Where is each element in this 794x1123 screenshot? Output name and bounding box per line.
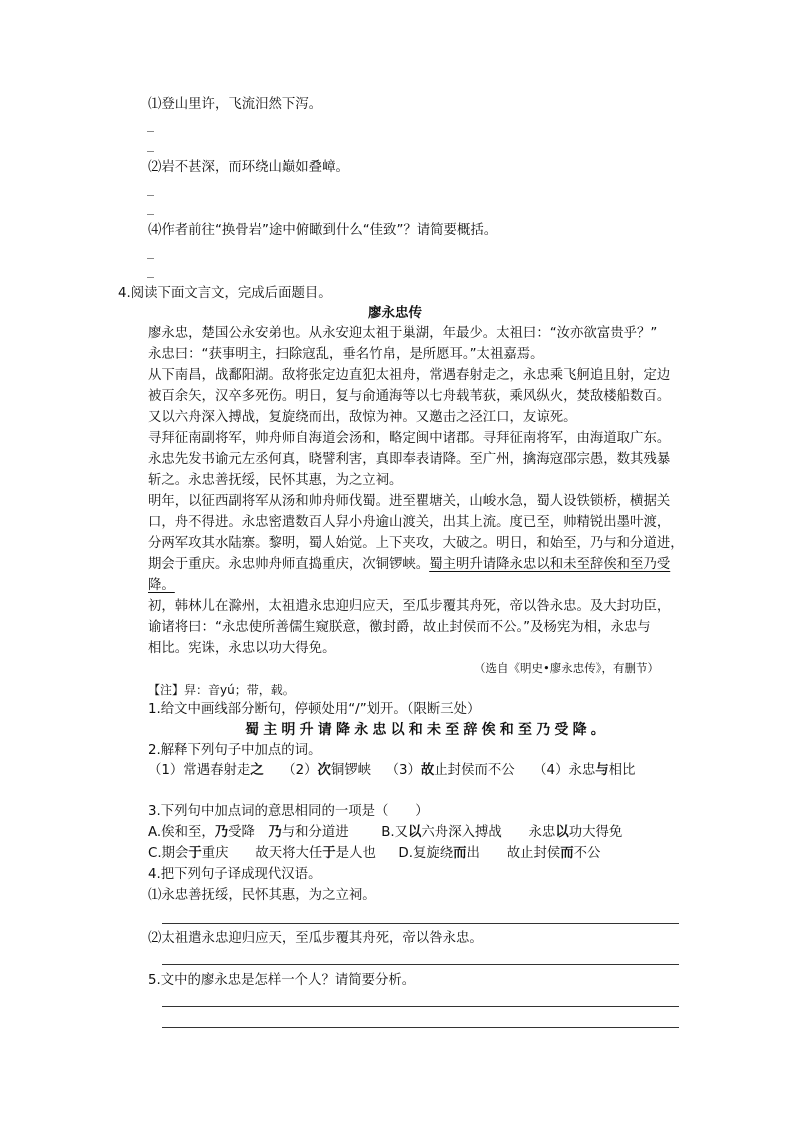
q2-item-4: （4）永忠 xyxy=(533,763,596,778)
q3-options-ab xyxy=(148,824,622,842)
passage-line: 分两军攻其水陆寨。黎明，蜀人始觉。上下夹攻，大破之。明日，和始至，乃与和分道进， xyxy=(148,536,684,551)
option-b: B.又 xyxy=(381,825,409,840)
source-citation: （选自《明史•廖永忠传》，有删节） xyxy=(474,661,660,675)
dotted-word: 于 xyxy=(188,846,202,861)
translation-item-2: ⑵岩不甚深，而环绕山巅如叠嶂。 xyxy=(148,160,349,175)
dotted-word: 乃 xyxy=(268,825,282,840)
q2-item-2-text: 铜锣峡 xyxy=(330,763,372,778)
dotted-word: 与 xyxy=(595,763,609,778)
q2-items xyxy=(148,762,635,780)
passage-text: 期会于重庆。永忠帅舟师直捣重庆，次铜锣峡。 xyxy=(148,557,430,572)
q2-item-3: （3） xyxy=(385,763,421,778)
passage-line: 明年，以征西副将军从汤和帅舟师伐蜀。进至瞿塘关，山峻水急，蜀人设铁锁桥，横据关 xyxy=(148,494,671,509)
passage-line: 口，舟不得进。永忠密遣数百人舁小舟逾山渡关，出其上流。度已至，帅精锐出墨叶渡， xyxy=(148,515,671,530)
option-c: C.期会 xyxy=(148,846,189,861)
underlined-sentence: 蜀主明升请降永忠以和未至辞俟和至乃受 xyxy=(429,557,671,572)
question-4: 4.把下列句子译成现代汉语。 xyxy=(148,867,322,882)
passage-line: 从下南昌，战鄱阳湖。敌将张定边直犯太祖舟，常遇春射走之，永忠乘飞舸追且射，定边 xyxy=(148,368,671,383)
translation-sentence-1: ⑴永忠善抚绥，民怀其惠，为之立祠。 xyxy=(148,888,376,903)
answer-line xyxy=(162,964,679,965)
passage-title: 廖永忠传 xyxy=(368,305,422,321)
dotted-word: 于 xyxy=(322,846,336,861)
answer-line xyxy=(162,923,679,924)
option-a-text: 受降 xyxy=(228,825,269,840)
option-d-text: 不公 xyxy=(573,846,601,861)
passage-line: 谕诸将曰：“永忠使所善儒生窥朕意，徼封爵，故止封侯而不公。”及杨宪为相，永忠与 xyxy=(148,620,651,635)
q2-item-3-text: 止封侯而不公 xyxy=(434,763,515,778)
answer-line-4a xyxy=(147,258,154,259)
answer-line-2a xyxy=(147,195,154,196)
translation-sentence-2: ⑵太祖遣永忠迎归应天，至瓜步覆其舟死，帝以咎永忠。 xyxy=(148,931,483,946)
q2-item-2: （2） xyxy=(282,763,318,778)
reading-intro: 4.阅读下面文言文，完成后面题目。 xyxy=(118,286,332,301)
passage-line: 又以六舟深入搏战，复旋绕而出，敌惊为神。又邀击之泾江口，友谅死。 xyxy=(148,410,577,425)
footnote: 【注】舁：音yú；带，载。 xyxy=(148,683,295,697)
option-a-text: 与和分道进 xyxy=(281,825,349,840)
passage-line: 永忠曰：“获事明主，扫除寇乱，垂名竹帛，是所愿耳。”太祖嘉焉。 xyxy=(148,347,544,362)
option-c-text: 重庆 故天将大任 xyxy=(201,846,323,861)
option-d: D.复旋绕 xyxy=(398,846,454,861)
option-b-text: 六舟深入搏战 永忠 xyxy=(421,825,556,840)
dotted-word: 次 xyxy=(317,763,331,778)
passage-line: 寻拜征南副将军，帅舟师自海道会汤和，略定闽中诸郡。寻拜征南将军，由海道取广东。 xyxy=(148,431,671,446)
option-a: A.俟和至， xyxy=(148,825,215,840)
dotted-word: 乃 xyxy=(214,825,229,840)
q2-item-1: （1）常遇春射走 xyxy=(148,763,251,778)
answer-line-2b xyxy=(147,214,154,215)
question-1: 1.给文中画线部分断句，停顿处用“/”划开。（限断三处） xyxy=(148,702,481,717)
segmentation-sentence: 蜀主明升请降永忠以和未至辞俟和至乃受降。 xyxy=(245,722,609,738)
dotted-word: 以 xyxy=(408,825,422,840)
question-item-4: ⑷作者前往“换骨岩”途中俯瞰到什么“佳致”？请简要概括。 xyxy=(148,223,498,238)
answer-line xyxy=(162,1006,679,1007)
passage-line: 永忠先发书谕元左丞何真，晓譬利害，真即奉表请降。至广州，擒海寇邵宗愚，数其残暴 xyxy=(148,452,671,467)
option-b-text: 功大得免 xyxy=(568,825,623,840)
dotted-word: 以 xyxy=(555,825,569,840)
passage-line: 初，韩林儿在滁州，太祖遣永忠迎归应天，至瓜步覆其舟死，帝以咎永忠。及大封功臣， xyxy=(148,599,671,614)
passage-line: 被百余矢，汉卒多死伤。明日，复与俞通海等以七舟载苇荻，乘风纵火，焚敌楼船数百。 xyxy=(148,389,671,404)
option-c-text: 是人也 xyxy=(335,846,376,861)
answer-line-1a xyxy=(147,131,154,132)
dotted-word: 而 xyxy=(453,846,467,861)
q2-item-4-text: 相比 xyxy=(608,763,636,778)
answer-line-1b xyxy=(147,151,154,152)
q3-options-cd xyxy=(148,845,600,863)
passage-line: 廖永忠，楚国公永安弟也。从永安迎太祖于巢湖，年最少。太祖曰：“汝亦欲富贵乎？” xyxy=(148,326,658,341)
dotted-word: 故 xyxy=(420,763,435,778)
passage-line xyxy=(148,556,670,574)
question-3: 3.下列句中加点词的意思相同的一项是（ ） xyxy=(148,804,429,819)
dotted-word: 之 xyxy=(250,763,264,778)
answer-line-4b xyxy=(147,277,154,278)
option-d-text: 出 故止封侯 xyxy=(466,846,561,861)
dotted-word: 而 xyxy=(560,846,574,861)
answer-line xyxy=(162,1027,679,1028)
question-5: 5.文中的廖永忠是怎样一个人？请简要分析。 xyxy=(148,973,416,988)
question-2: 2.解释下列句子中加点的词。 xyxy=(148,743,322,758)
translation-item-1: ⑴登山里许，飞流汨然下泻。 xyxy=(148,97,323,112)
passage-line: 相比。宪诛，永忠以功大得免。 xyxy=(148,641,336,656)
underlined-sentence-end: 降。 xyxy=(148,578,175,593)
passage-line: 斩之。永忠善抚绥，民怀其惠，为之立祠。 xyxy=(148,473,403,488)
